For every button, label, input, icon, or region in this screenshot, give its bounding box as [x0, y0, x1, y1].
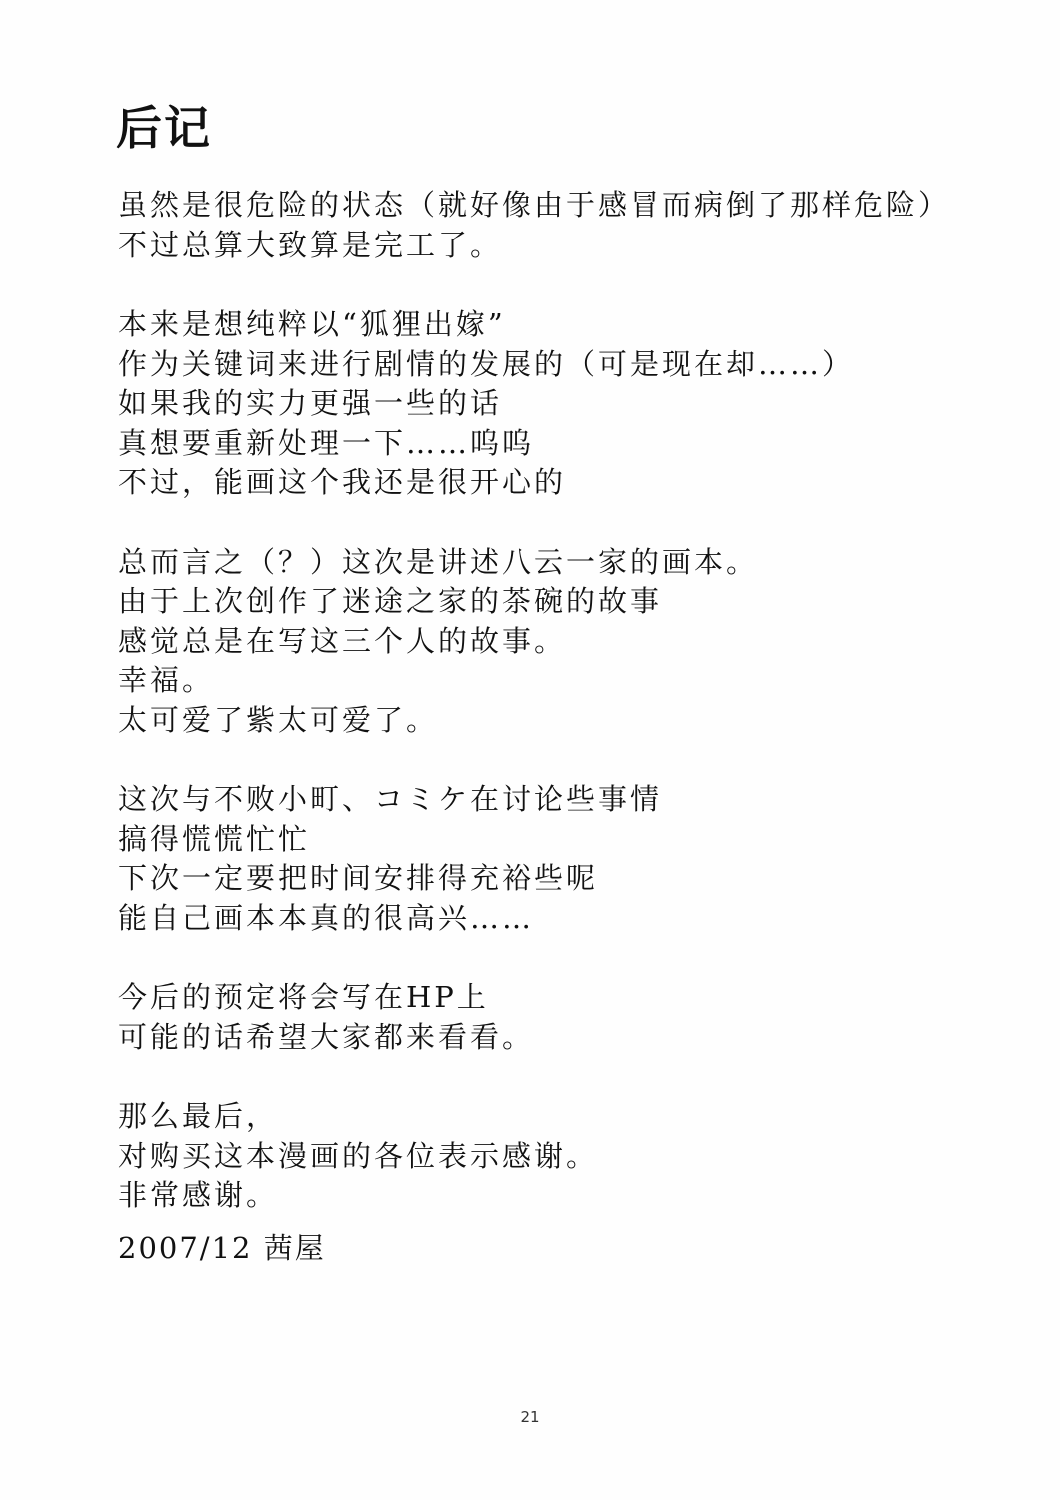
text-line: 如果我的实力更强一些的话 — [118, 386, 503, 420]
text-line: 不过总算大致算是完工了。 — [118, 227, 503, 262]
text-line: 本来是想纯粹以“狐狸出嫁” — [118, 307, 506, 341]
text-line: 能自己画本本真的很高兴…… — [118, 900, 535, 935]
text-line: 不过，能画这个我还是很开心的 — [118, 465, 567, 499]
text-line: 总而言之（？）这次是讲述八云一家的画本。 — [118, 544, 759, 579]
paragraph — [118, 305, 998, 503]
text-line: 那么最后， — [118, 1099, 279, 1133]
text-line: 对购买这本漫画的各位表示感谢。 — [118, 1138, 599, 1173]
paragraph — [118, 186, 998, 265]
paragraph — [118, 780, 998, 938]
afterword-body — [118, 186, 998, 1256]
text-line: 非常感谢。 — [118, 1178, 279, 1212]
text-line: 由于上次创作了迷途之家的茶碗的故事 — [118, 584, 663, 618]
text-line: 作为关键词来进行剧情的发展的（可是现在却……） — [118, 346, 855, 381]
text-line: 太可爱了紫太可爱了。 — [118, 702, 439, 737]
text-line: 虽然是很危险的状态（就好像由于感冒而病倒了那样危险） — [118, 188, 951, 222]
text-line: 下次一定要把时间安排得充裕些呢 — [118, 861, 599, 895]
page-number: 21 — [520, 1408, 540, 1426]
text-line: 这次与不败小町、コミケ在讨论些事情 — [118, 782, 663, 816]
signature-line: 2007/12 茜屋 — [118, 1231, 326, 1265]
text-line: 可能的话希望大家都来看看。 — [118, 1019, 535, 1054]
paragraph — [118, 978, 998, 1057]
paragraph — [118, 543, 998, 741]
paragraph — [118, 1097, 998, 1216]
text-line: 真想要重新处理一下……呜呜 — [118, 425, 535, 460]
text-line: 幸福。 — [118, 663, 215, 697]
text-line: 感觉总是在写这三个人的故事。 — [118, 623, 567, 658]
text-line: 今后的预定将会写在HP上 — [118, 980, 489, 1014]
text-line: 搞得慌慌忙忙 — [118, 821, 311, 856]
page-title: 后记 — [116, 101, 212, 155]
